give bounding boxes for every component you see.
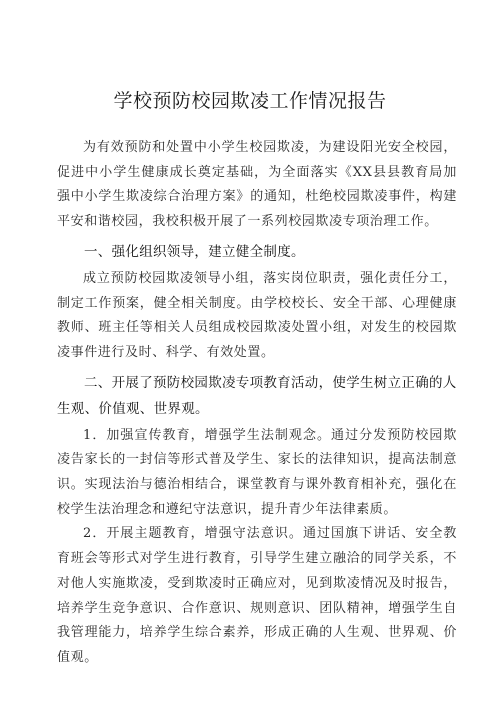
intro-paragraph: 为有效预防和处置中小学生校园欺凌，为建设阳光安全校园，促进中小学生健康成长奠定基础，为全面落实《XX县县教育局加强中小学生欺凌综合治理方案》的通知，杜绝校园欺凌事件，构建平安和谐校园，我校积极开展了一系列校园欺凌专项治理工作。 (57, 140, 457, 230)
section-2-paragraph-1: 1．加强宣传教育，增强学生法制观念。通过分发预防校园欺凌告家长的一封信等形式普及学生、家长的法律知识，提高法制意识。实现法治与德治相结合，课堂教育与课外教育相补充，强化在校学生法治理念和遵纪守法意识，提升青少年法律素质。 (57, 427, 457, 517)
document-body (57, 136, 457, 671)
section-heading-1: 一、强化组织领导，建立健全制度。 (84, 243, 305, 260)
document-title: 学校预防校园欺凌工作情况报告 (113, 90, 387, 112)
section-2-paragraph-2: 2．开展主题教育，增强守法意识。通过国旗下讲话、安全教育班会等形式对学生进行教育，引导学生建立融洽的同学关系，不对他人实施欺凌，受到欺凌时正确应对，见到欺凌情况及时报告，培养学生竞争意识、合作意识、规则意识、团队精神，增强学生自我管理能力，培养学生综合素养，形成正确的人生观、世界观、价值观。 (57, 526, 457, 665)
section-heading-2: 二、开展了预防校园欺凌专项教育活动，使学生树立正确的人生观、价值观、世界观。 (57, 374, 457, 417)
section-1-paragraph-1: 成立预防校园欺凌领导小组，落实岗位职责，强化责任分工，制定工作预案，健全相关制度。由学校校长、安全干部、心理健康教师、班主任等相关人员组成校园欺凌处置小组，对发生的校园欺凌事件进行及时、科学、有效处置。 (57, 270, 457, 360)
